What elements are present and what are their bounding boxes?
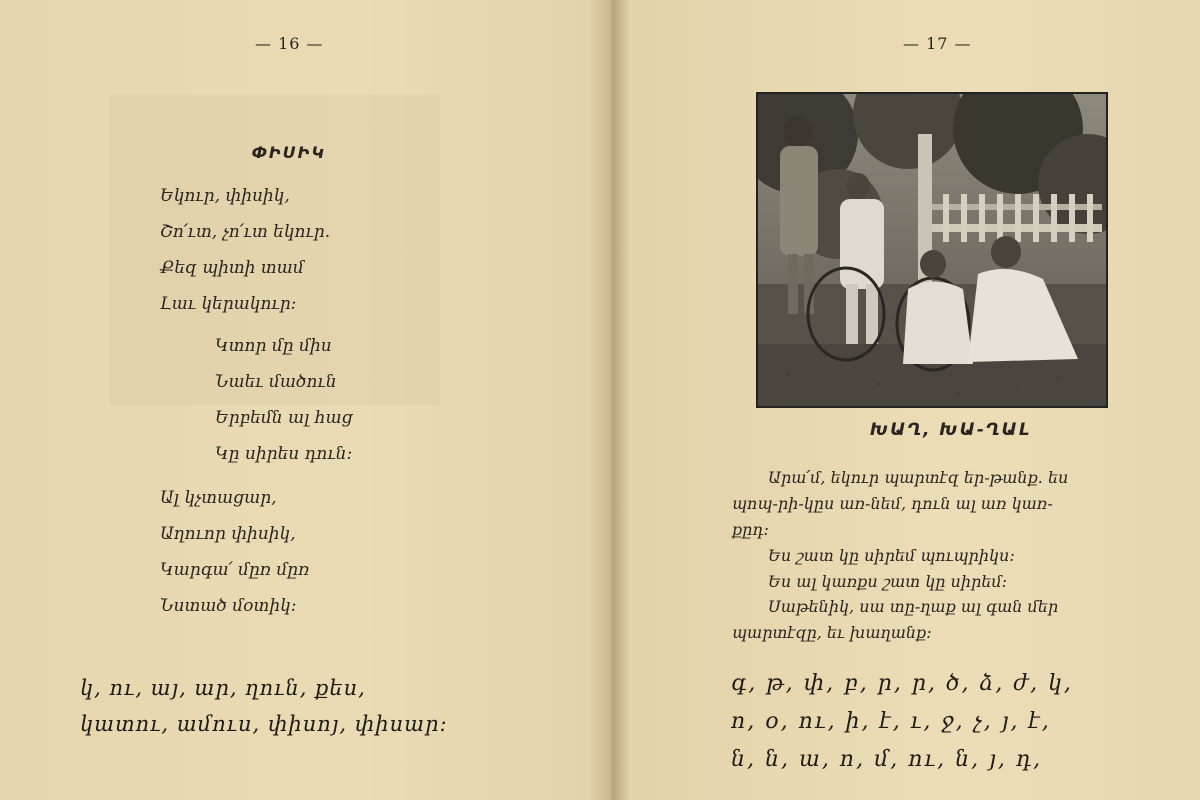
story-line: Սաթենիկ, սա տը-ղաք ալ գան մեր [768, 597, 1059, 616]
story-line: պոպ-րի-կըս առ-նեմ, դուն ալ առ կառ- [732, 494, 1053, 513]
poem-line: Կարգա՛ մըռ մըռ [160, 560, 310, 580]
poem-line: Լաւ կերակուր: [160, 294, 297, 314]
poem-line: Կտոր մը միս [215, 336, 332, 356]
poem-title: ՓԻՍԻԿ [252, 143, 327, 162]
story-line: քըդ: [732, 520, 769, 539]
poem-line: Եկուր, փիսիկ, [160, 186, 290, 206]
poem-line: Նստած մօտիկ: [160, 596, 297, 616]
poem-line: Նաեւ մածուն [215, 372, 337, 392]
script-line: կ, ու, այ, ար, ղուն, քես, [80, 676, 366, 700]
poem-line: Աղուոր փիսիկ, [160, 524, 296, 544]
script-line: ն, ն, ա, ո, մ, ու, ն, յ, դ, [731, 747, 1043, 772]
right-page [616, 0, 1200, 800]
story-line: Արա՛մ, եկուր պարտէզ եր-թանք. ես [768, 468, 1069, 487]
script-line: կատու, ամուս, փիսոյ, փիսար: [80, 712, 448, 736]
poem-line: Ալ կչտացար, [160, 488, 277, 508]
page-number-left: — 16 — [255, 34, 324, 53]
story-line: Ես ալ կառքս շատ կը սիրեմ: [768, 572, 1008, 591]
poem-line: Կը սիրես դուն: [215, 444, 353, 464]
page-number-right: — 17 — [903, 34, 972, 53]
handwriting-practice-left [80, 670, 448, 742]
poem-line: Շո՛ւտ, չո՛ւտ եկուր. [160, 222, 331, 242]
story-line: պարտէզը, եւ խաղանք: [732, 623, 932, 642]
handwriting-practice-right [731, 665, 1073, 779]
poem-stanza-2 [215, 328, 353, 472]
script-line: գ, թ, փ, բ, ր, ր, ծ, ձ, ժ, կ, [731, 671, 1073, 696]
poem-stanza-1 [160, 178, 330, 322]
poem-stanza-3 [160, 480, 309, 624]
story-line: Ես շատ կը սիրեմ պուպրիկս: [768, 546, 1015, 565]
photo-illustration [758, 94, 1106, 406]
poem-line: Երբեմն ալ հաց [215, 408, 353, 428]
children-playing-photo [756, 92, 1108, 408]
poem-line: Քեզ պիտի տամ [160, 258, 304, 278]
script-line: ո, օ, ու, ի, է, ւ, ջ, չ, յ, է, [731, 709, 1051, 734]
story-title: ԽԱՂ, ԽԱ-ՂԱԼ [870, 420, 1032, 440]
